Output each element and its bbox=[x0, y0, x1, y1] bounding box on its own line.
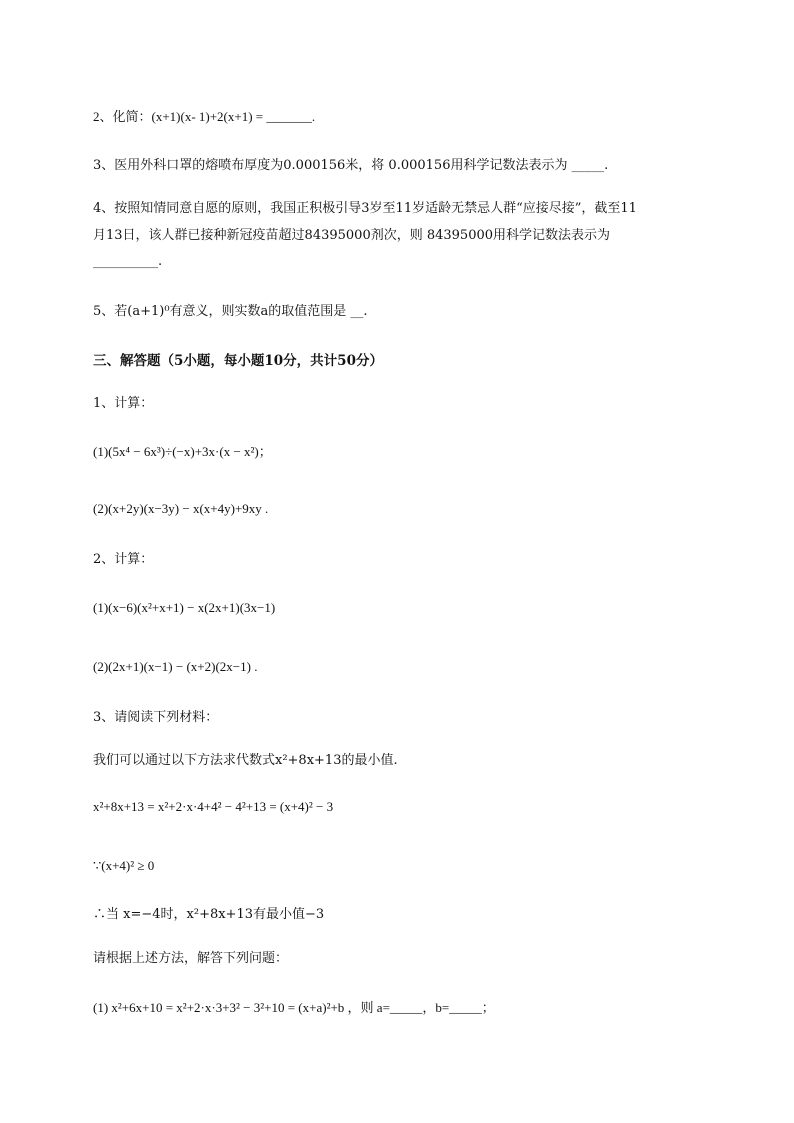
question-4-line-1: 4、按照知情同意自愿的原则，我国正积极引导3岁至11岁适龄无禁忌人群“应接尽接”，截至11 bbox=[93, 201, 637, 216]
problem-2-part-2: (2)(2x+1)(x−1) − (x+2)(2x−1) . bbox=[93, 659, 258, 674]
problem-1-part-2: (2)(x+2y)(x−3y) − x(x+4y)+9xy . bbox=[93, 501, 269, 516]
problem-1-title: 1、计算： bbox=[93, 396, 154, 411]
problem-2-title: 2、计算： bbox=[93, 552, 154, 567]
problem-1-part-1: (1)(5x⁴ − 6x³)÷(−x)+3x·(x − x²)； bbox=[93, 444, 272, 459]
problem-3-instruction: 请根据上述方法，解答下列问题： bbox=[93, 951, 289, 966]
question-4-line-2: 月13日，该人群已接种新冠疫苗超过84395000剂次，则 84395000用科学记数法表示为 bbox=[93, 228, 611, 243]
problem-2-part-1: (1)(x−6)(x²+x+1) − x(2x+1)(3x−1) bbox=[93, 600, 276, 615]
problem-3-because: ∵(x+4)² ≥ 0 bbox=[93, 858, 155, 873]
question-5-range: 5、若(a+1)⁰有意义，则实数a的取值范围是 __. bbox=[93, 304, 368, 319]
problem-3-derivation: x²+8x+13 = x²+2·x·4+4² − 4²+13 = (x+4)² − 3 bbox=[93, 799, 334, 814]
question-3-mask-thickness: 3、医用外科口罩的熔喷布厚度为0.000156米，将 0.000156用科学记数法表示为 _____. bbox=[93, 158, 609, 173]
section-heading-answer-questions: 三、解答题（5小题，每小题10分，共计50分） bbox=[93, 353, 383, 369]
problem-3-therefore: ∴当 x=−4时，x²+8x+13有最小值−3 bbox=[93, 907, 325, 922]
question-4-blank: __________. bbox=[93, 254, 163, 269]
question-2-simplify: 2、化简：(x+1)(x- 1)+2(x+1) = _______. bbox=[93, 109, 316, 124]
problem-3-title: 3、请阅读下列材料： bbox=[93, 710, 219, 725]
problem-3-intro: 我们可以通过以下方法求代数式x²+8x+13的最小值. bbox=[93, 753, 398, 768]
problem-3-part-1: (1) x²+6x+10 = x²+2·x·3+3² − 3²+10 = (x+a)²+b ，则 a=_____，b=_____； bbox=[93, 1000, 495, 1015]
